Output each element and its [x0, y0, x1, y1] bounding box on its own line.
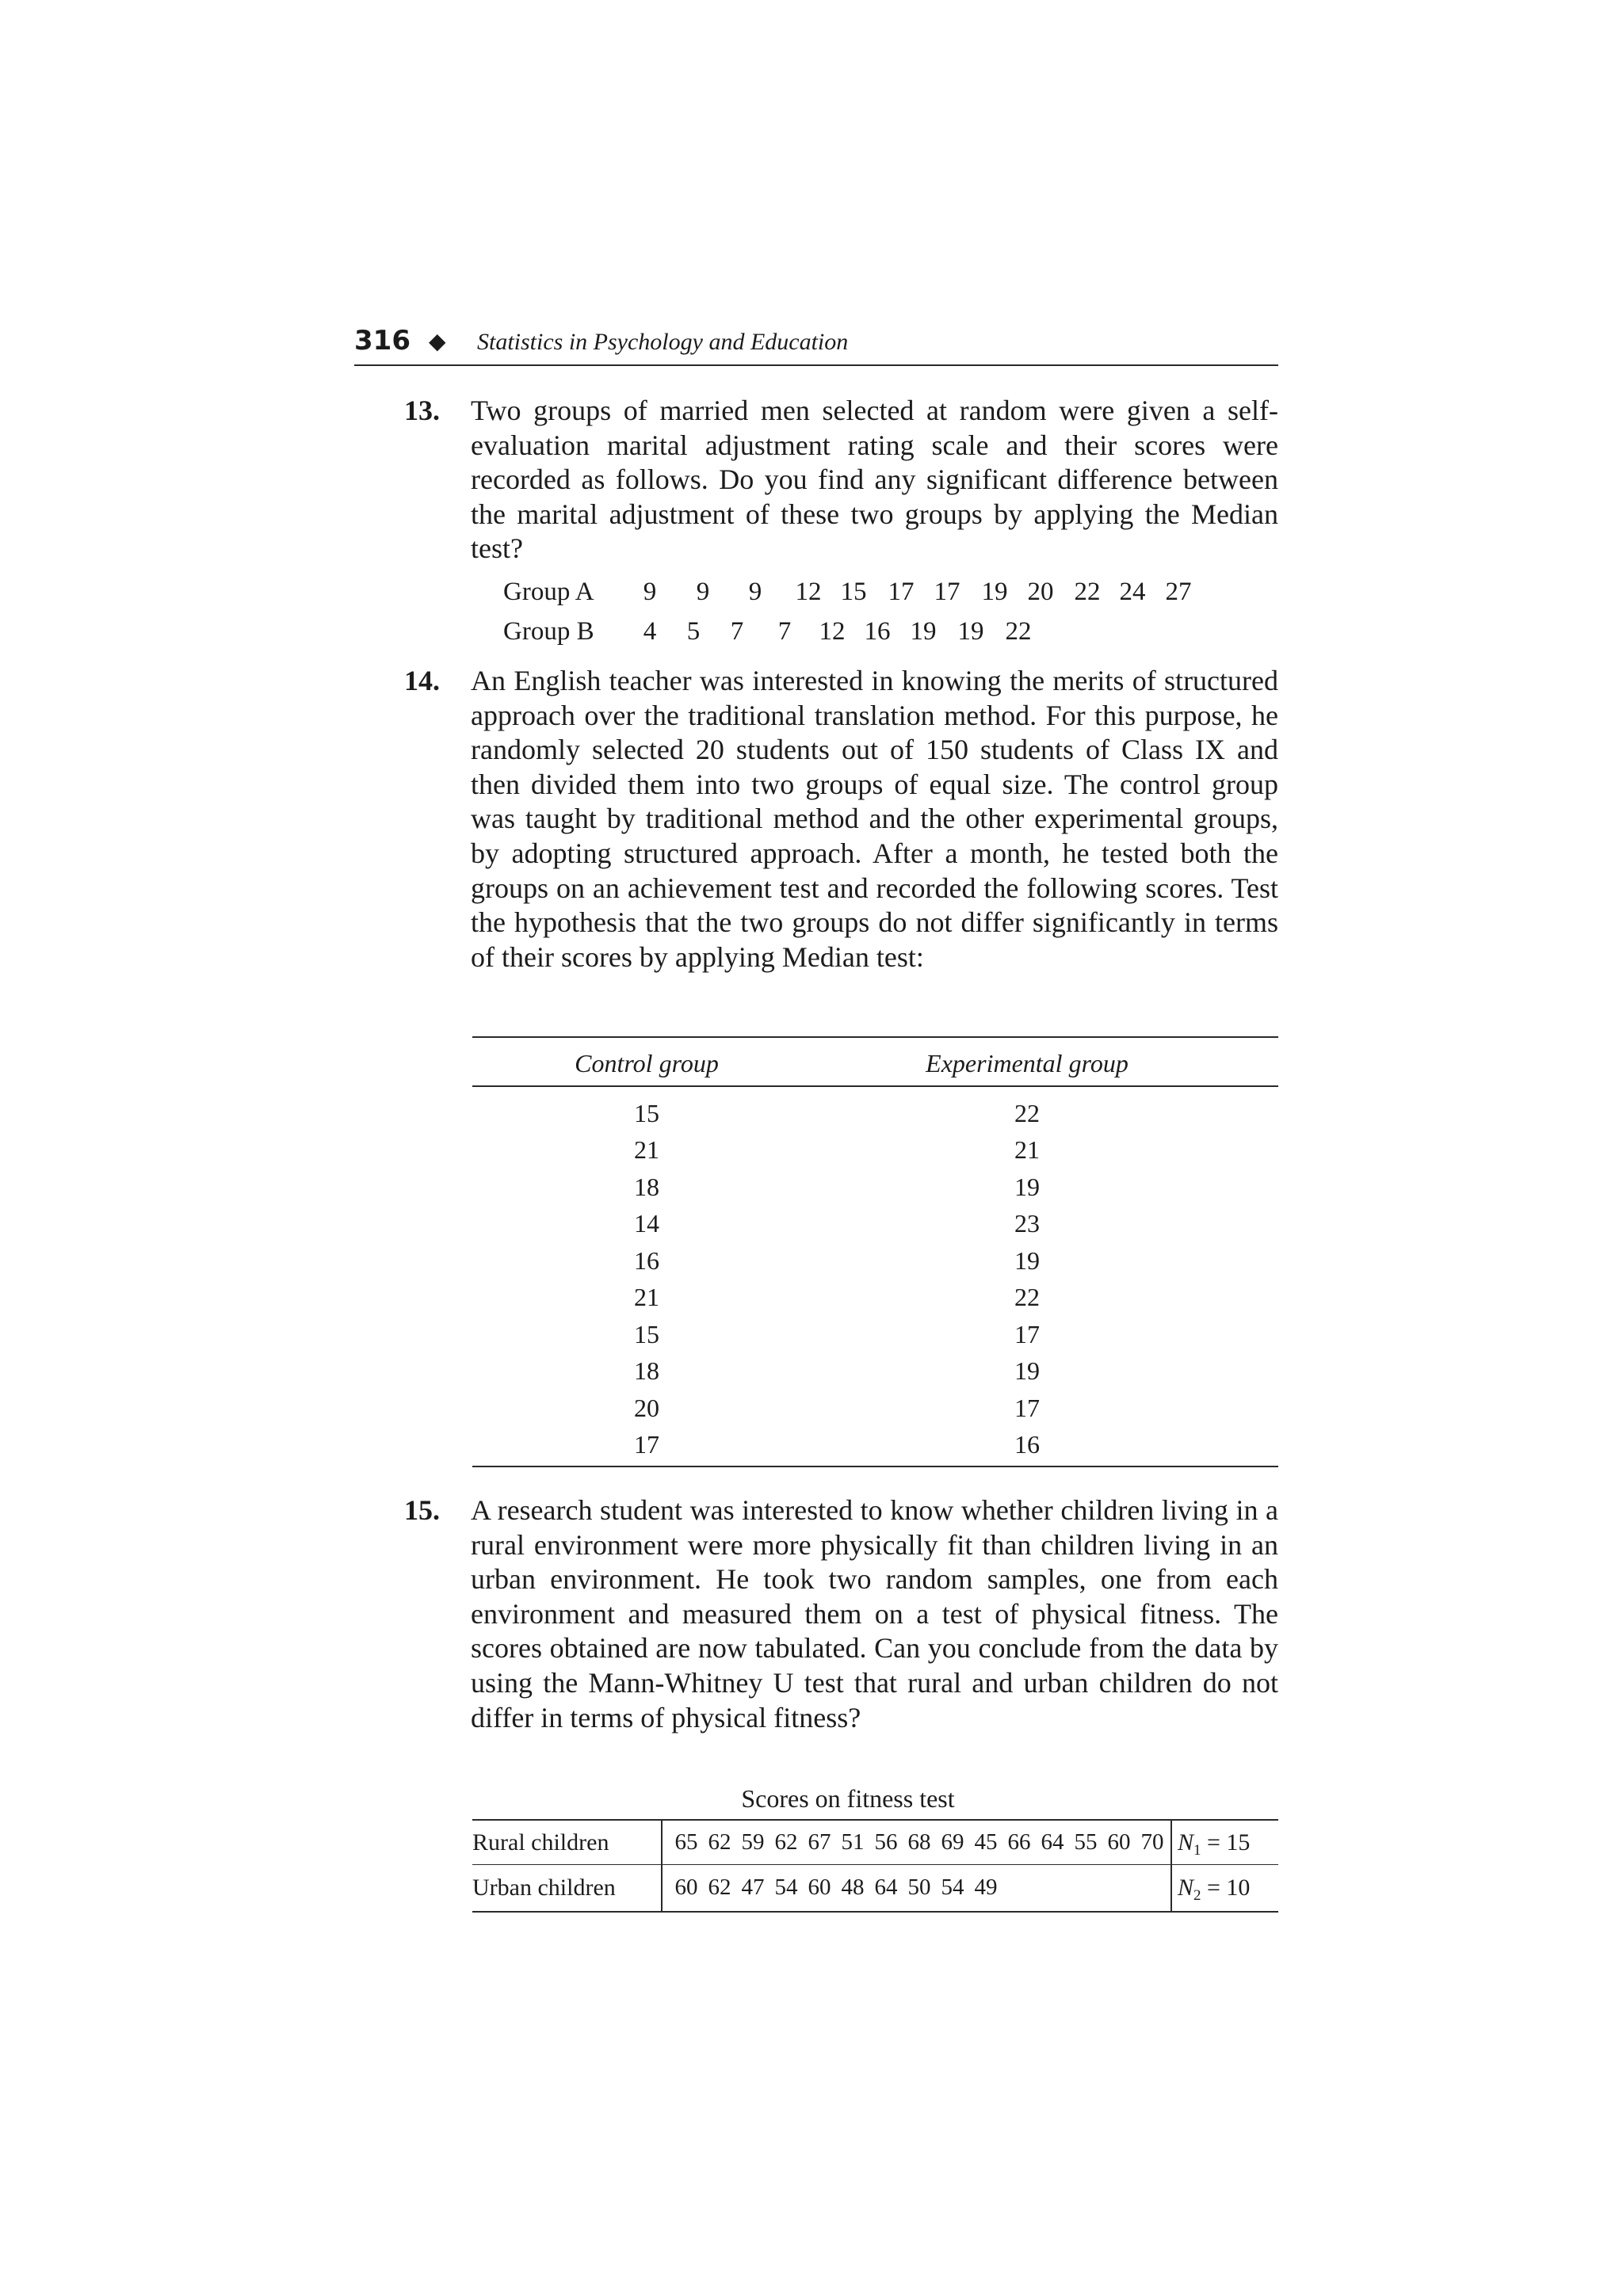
diamond-separator-icon: ◆: [429, 328, 446, 354]
group-value: 12: [819, 617, 846, 646]
table-cell: 19: [1014, 1173, 1040, 1201]
group-value: 17: [934, 578, 960, 606]
page-number: 316: [354, 325, 411, 357]
score-value: 60: [808, 1875, 831, 1900]
question-number: 14.: [404, 665, 440, 696]
n-subscript: 2: [1193, 1887, 1201, 1904]
score-value: 66: [1007, 1829, 1031, 1855]
table-cell: 16: [634, 1246, 659, 1275]
group-value: 27: [1165, 578, 1192, 606]
table-top-rule: [472, 1036, 1278, 1038]
column-header-control: Control group: [575, 1049, 719, 1077]
score-value: 45: [974, 1829, 998, 1855]
question-number: 13.: [404, 395, 440, 426]
control-experimental-table: [472, 1036, 1278, 1466]
group-label: Group B: [503, 617, 594, 646]
table-cell: 17: [1014, 1320, 1040, 1348]
table-cell: 18: [634, 1356, 659, 1385]
table-cell: 15: [634, 1099, 659, 1127]
group-value: 16: [864, 617, 891, 646]
table-cell: 17: [634, 1430, 659, 1459]
group-value: 22: [1074, 578, 1101, 606]
group-value: 15: [840, 578, 867, 606]
row-label-rural: Rural children: [472, 1829, 609, 1855]
table-cell: 17: [1014, 1394, 1040, 1422]
sample-size-urban: [1178, 1865, 1278, 1918]
table-cell: 15: [634, 1320, 659, 1348]
table-cell: 14: [634, 1209, 659, 1238]
n-value: = 15: [1207, 1829, 1251, 1855]
group-value: 7: [730, 617, 744, 646]
row-label-urban: Urban children: [472, 1875, 616, 1901]
score-value: 70: [1140, 1829, 1164, 1855]
question-text: A research student was interested to know whether children living in a rural environment were more physically fit than children living in an urban environment. He took two random samples, one from each environment and measured them on a test of physical fitness. The scores obtained are now tabulated. Can you conclude from the data by using the Mann-Whitney U test that rural and urban children do not differ in terms of physical fitness?: [471, 1494, 1278, 1733]
group-value: 22: [1005, 617, 1032, 646]
table-header-rule: [472, 1085, 1278, 1087]
score-value: 54: [774, 1875, 798, 1900]
score-value: 60: [674, 1875, 698, 1900]
table-cell: 16: [1014, 1430, 1040, 1459]
group-value: 9: [696, 578, 710, 606]
score-value: 51: [841, 1829, 865, 1855]
group-value: 19: [981, 578, 1008, 606]
question-text: An English teacher was interested in knowing the merits of structured approach over the traditional translation method. For this purpose, he randomly selected 20 students out of 150 students of Class IX and then divided them into two groups of equal size. The control group was taught by traditional method and the other experimental groups, by adopting structured approach. After a month, he tested both the groups on an achievement test and recorded the following scores. Test the hypothesis that the two groups do not differ significantly in terms of their scores by applying Median test:: [471, 665, 1278, 973]
urban-scores: [670, 1865, 1170, 1910]
table-caption: Scores on fitness test: [741, 1784, 955, 1813]
score-value: 62: [708, 1875, 731, 1900]
running-header: [354, 323, 1278, 366]
score-value: 62: [708, 1829, 731, 1855]
table-cell: 20: [634, 1394, 659, 1422]
table-cell: 22: [1014, 1099, 1040, 1127]
score-value: 69: [941, 1829, 964, 1855]
group-value: 9: [748, 578, 762, 606]
table-cell: 21: [634, 1283, 659, 1311]
group-value: 4: [643, 617, 657, 646]
table-bottom-rule: [472, 1911, 1278, 1913]
score-value: 49: [974, 1875, 998, 1900]
score-value: 50: [907, 1875, 931, 1900]
score-value: 68: [907, 1829, 931, 1855]
score-value: 65: [674, 1829, 698, 1855]
rural-scores: [670, 1820, 1170, 1865]
score-value: 59: [741, 1829, 765, 1855]
group-value: 7: [777, 617, 792, 646]
score-value: 64: [874, 1875, 898, 1900]
group-value: 20: [1027, 578, 1054, 606]
group-value: 24: [1119, 578, 1146, 606]
column-header-experimental: Experimental group: [926, 1049, 1128, 1077]
table-cell: 19: [1014, 1356, 1040, 1385]
group-value: 12: [795, 578, 822, 606]
score-value: 56: [874, 1829, 898, 1855]
fitness-scores-table: [472, 1819, 1278, 1911]
n-value: = 10: [1207, 1875, 1251, 1901]
table-cell: 21: [1014, 1135, 1040, 1164]
question-number: 15.: [404, 1494, 440, 1526]
score-value: 62: [774, 1829, 798, 1855]
group-value: 19: [957, 617, 984, 646]
table-cell: 21: [634, 1135, 659, 1164]
table-cell: 22: [1014, 1283, 1040, 1311]
score-value: 47: [741, 1875, 765, 1900]
table-bottom-rule: [472, 1466, 1278, 1467]
n-symbol: N: [1178, 1875, 1194, 1901]
table-cell: 19: [1014, 1246, 1040, 1275]
n-subscript: 1: [1193, 1842, 1201, 1859]
group-value: 17: [888, 578, 915, 606]
question-text: Two groups of married men selected at random were given a self-evaluation marital adjustment rating scale and their scores were recorded as follows. Do you find any significant difference between the marital adjustment of these two groups by applying the Median test?: [471, 395, 1278, 565]
group-value: 9: [643, 578, 657, 606]
score-value: 55: [1074, 1829, 1098, 1855]
score-value: 54: [941, 1875, 964, 1900]
book-title: Statistics in Psychology and Education: [477, 329, 849, 355]
score-value: 67: [808, 1829, 831, 1855]
table-column-rule: [1170, 1819, 1172, 1911]
score-value: 48: [841, 1875, 865, 1900]
group-value: 19: [910, 617, 937, 646]
n-symbol: N: [1178, 1829, 1194, 1855]
score-value: 64: [1041, 1829, 1064, 1855]
group-value: 5: [686, 617, 701, 646]
table-cell: 23: [1014, 1209, 1040, 1238]
score-value: 60: [1107, 1829, 1131, 1855]
table-cell: 18: [634, 1173, 659, 1201]
group-label: Group A: [503, 578, 594, 606]
